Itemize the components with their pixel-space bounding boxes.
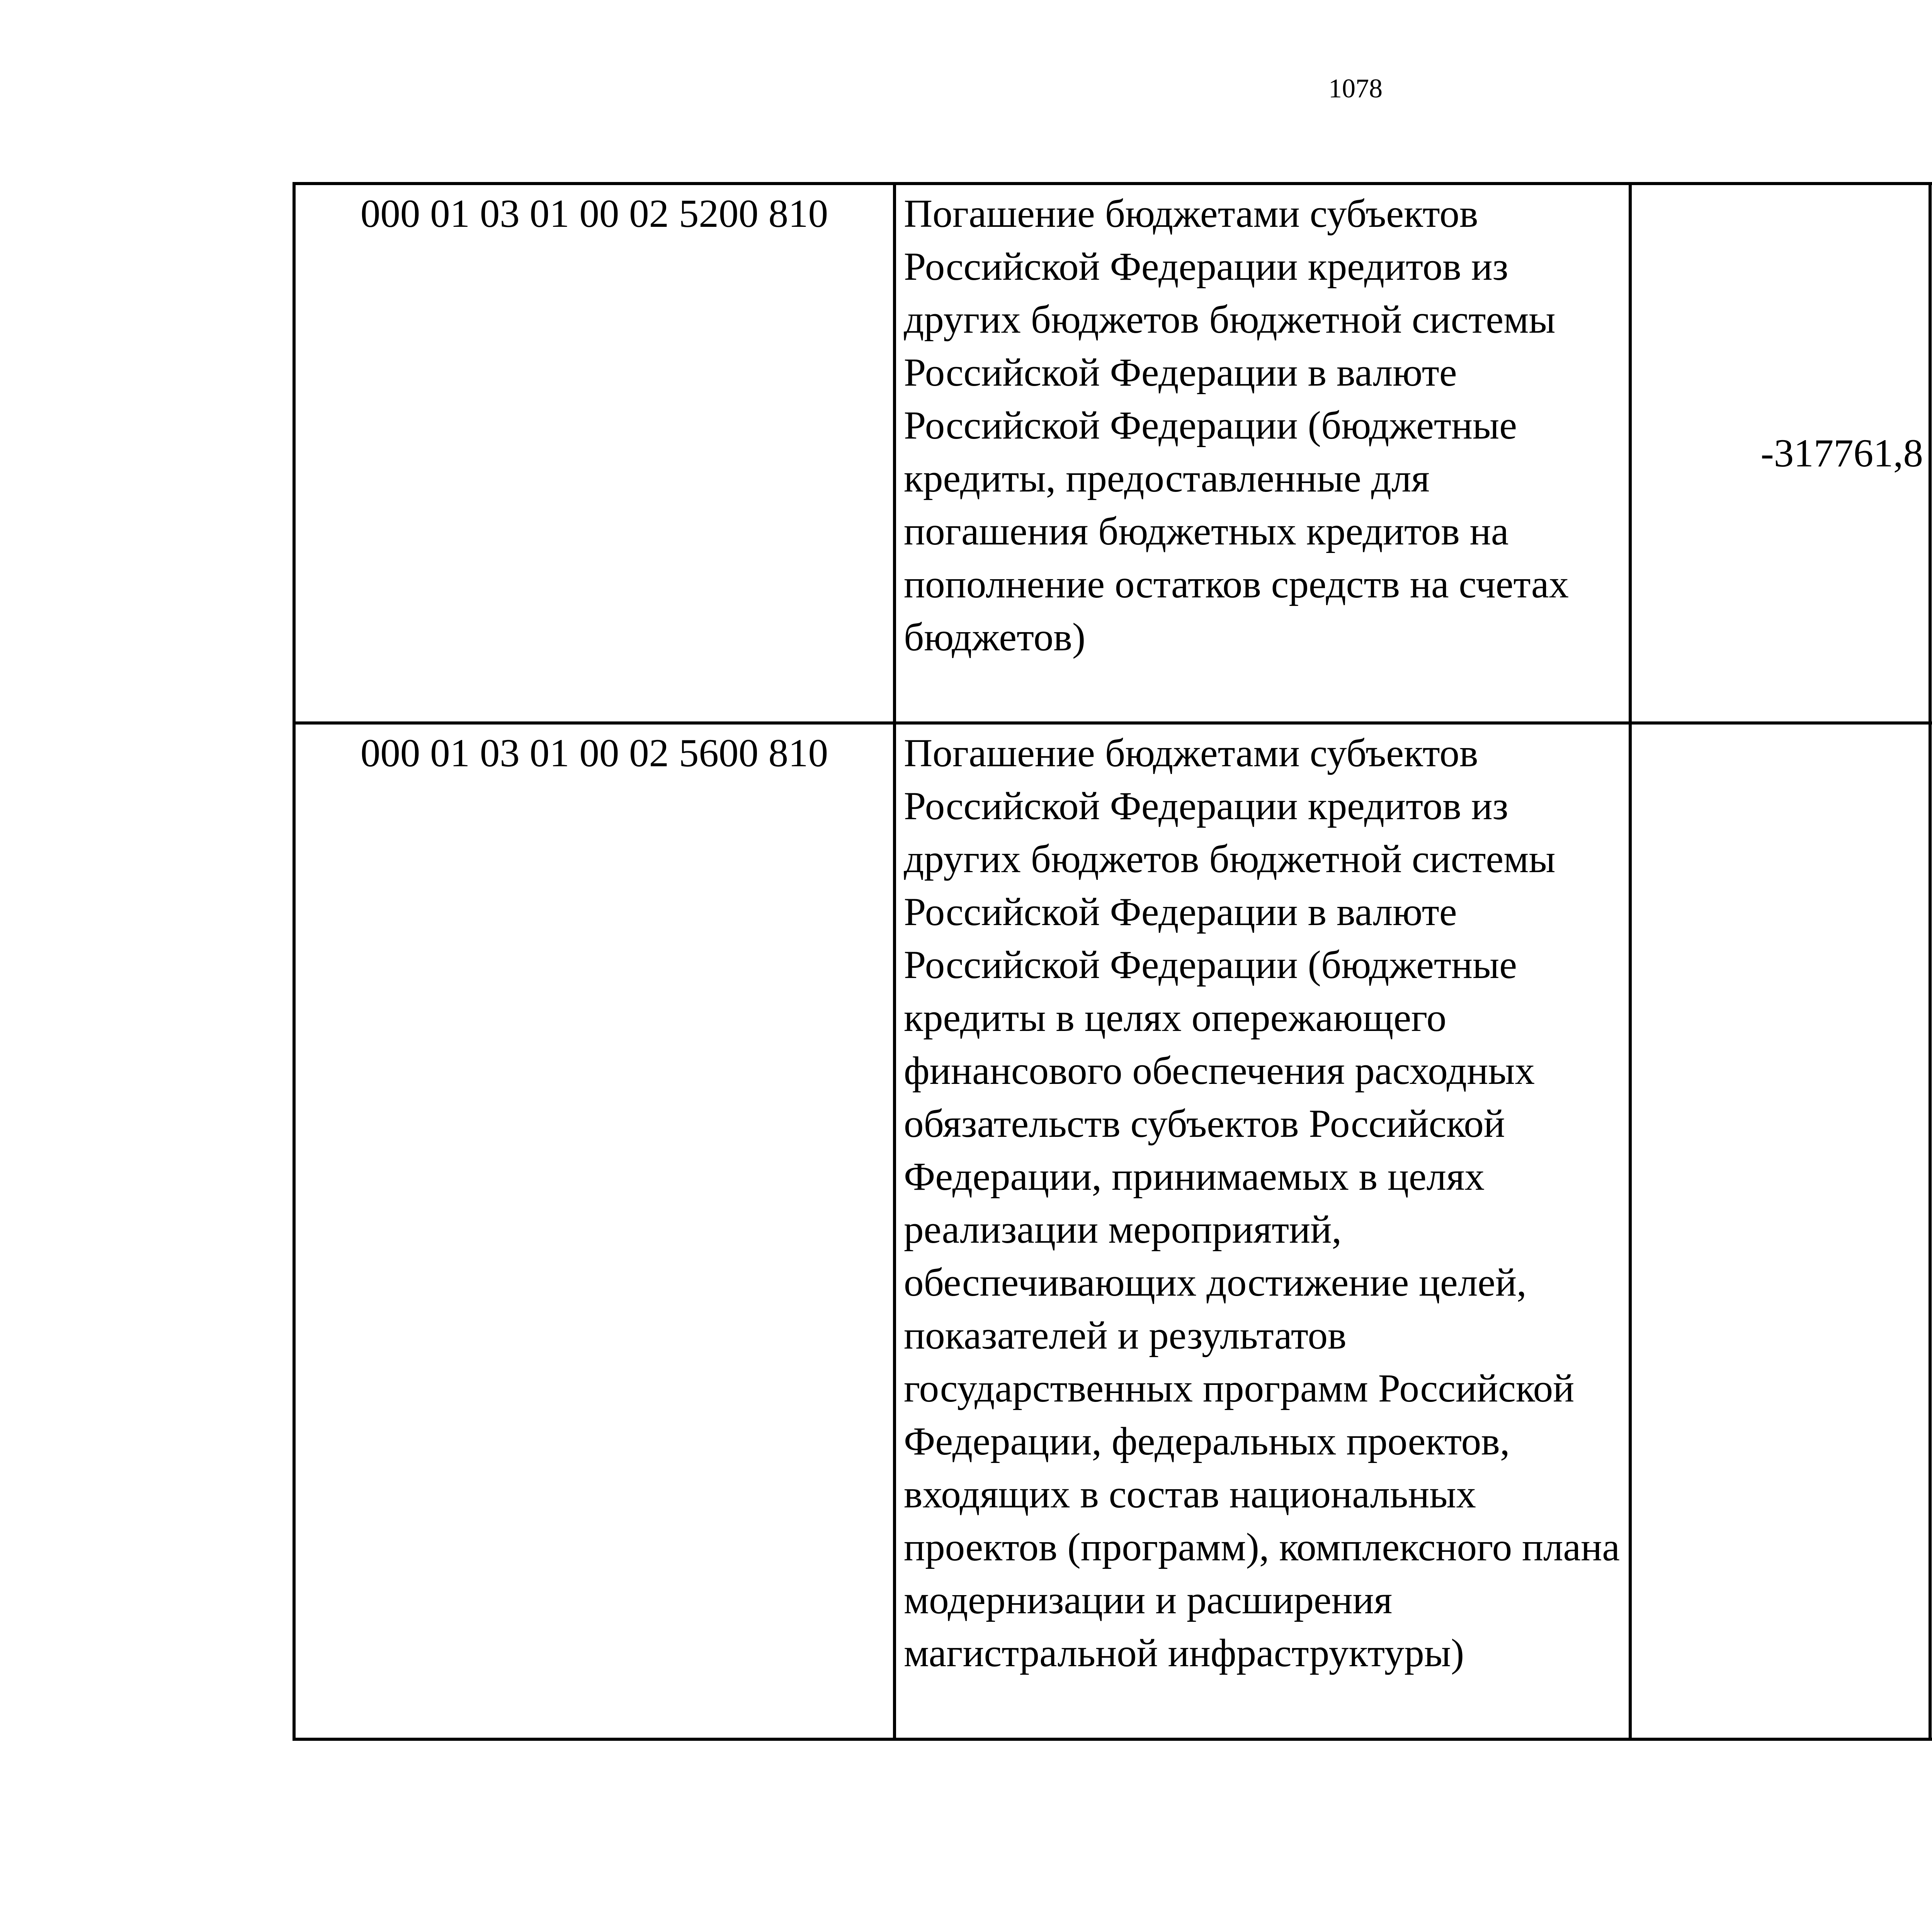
- description-cell: Погашение бюджетами субъектов Российской Федерации кредитов из других бюджетов бюджетной системы Российской Федерации в валюте Российской Федерации (бюджетные кредиты, предоставленные для погашения бюджетных кредитов на пополнение остатков средств на счетах бюджетов): [895, 184, 1630, 723]
- value-cell-1: [1630, 723, 1930, 1739]
- value-cell-2: [1930, 184, 1932, 723]
- budget-table: [293, 182, 1932, 1741]
- page-number: 1078: [1328, 74, 1383, 104]
- value-cell-1: -317761,8: [1630, 184, 1930, 723]
- table-row: [294, 723, 1932, 1739]
- budget-code-cell: 000 01 03 01 00 02 5200 810: [294, 184, 895, 723]
- table-row: [294, 184, 1932, 723]
- description-cell: Погашение бюджетами субъектов Российской Федерации кредитов из других бюджетов бюджетной системы Российской Федерации в валюте Российской Федерации (бюджетные кредиты в целях опережающего финансового обеспечения расходных обязательств субъектов Российской Федерации, принимаемых в целях реализации мероприятий, обеспечивающих достижение целей, показателей и результатов государственных программ Российской Федерации, федеральных проектов, входящих в состав национальных проектов (программ), комплексного плана модернизации и расширения магистральной инфраструктуры): [895, 723, 1630, 1739]
- budget-code-cell: 000 01 03 01 00 02 5600 810: [294, 723, 895, 1739]
- value-cell-2: [1930, 723, 1932, 1739]
